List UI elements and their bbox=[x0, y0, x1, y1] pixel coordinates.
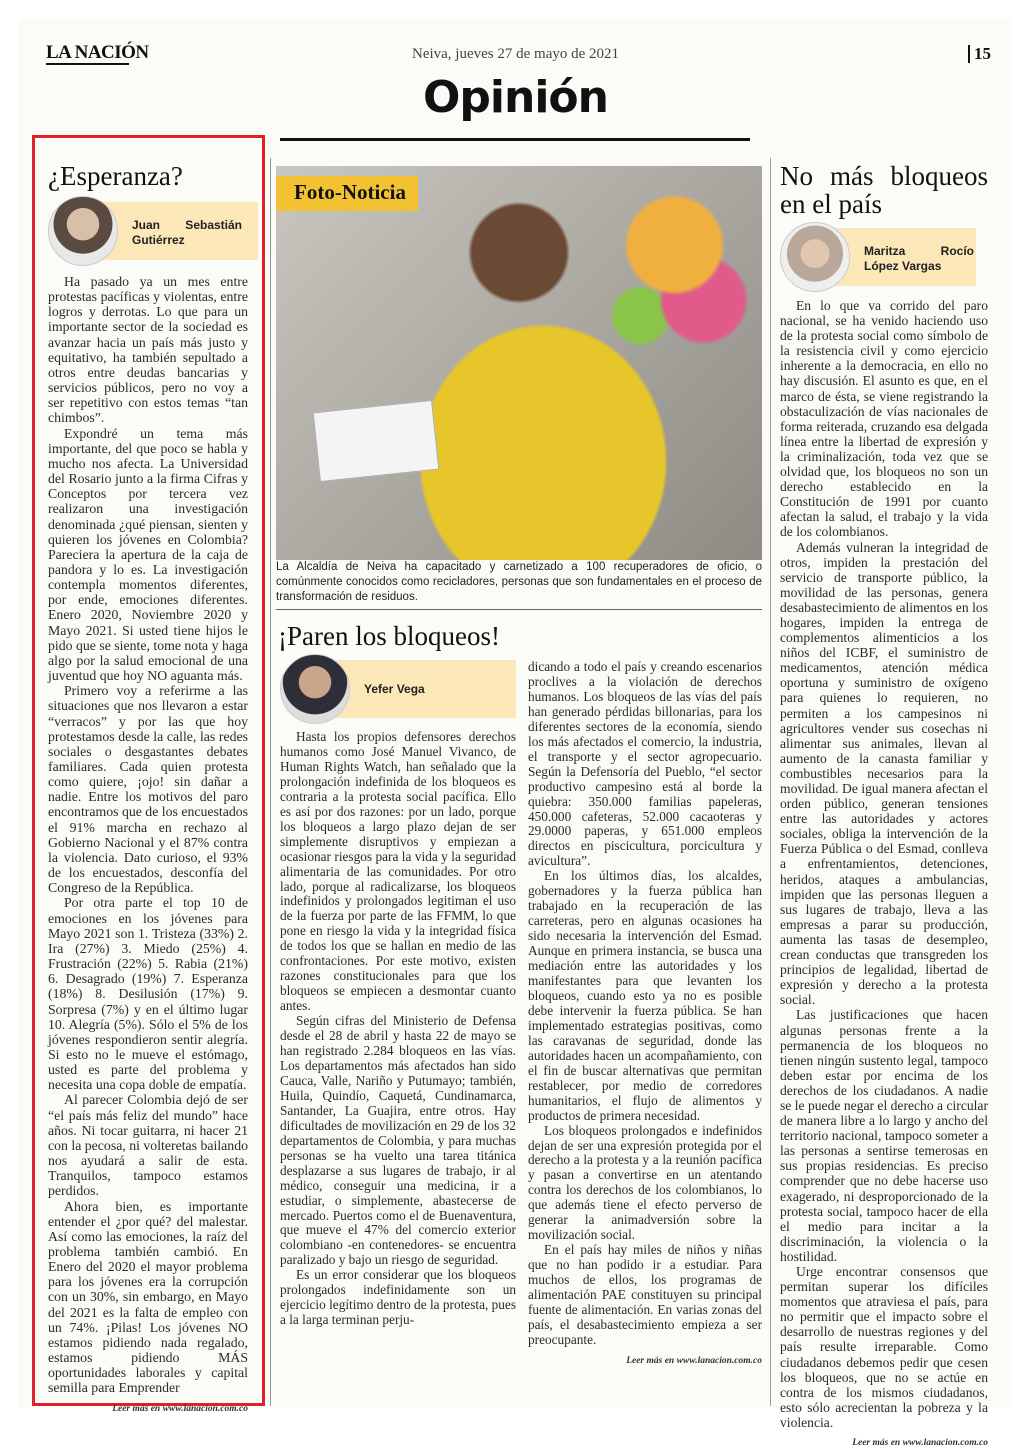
middle-byline bbox=[308, 660, 516, 718]
middle-author: Yefer Vega bbox=[364, 682, 425, 696]
left-headline: ¿Esperanza? bbox=[48, 161, 183, 191]
left-byline bbox=[76, 202, 258, 260]
paragraph: Los bloqueos prolongados e indefinidos dejan de ser una expresión protegida por el derecho a la protesta y a la reunión pacífica y pasan a convertirse en un atentando contra los derechos de los colombianos, lo que además tiene el efecto perverso de generar la animadversión sobre la movilización social. bbox=[528, 1122, 762, 1243]
paragraph: En el país hay miles de niños y niñas que no han podido ir a estudiar. Para muchos de ellos, los programas de alimentación PAE constituyen su principal fuente de alimentación. En varias zonas del país, el desabastecimiento empieza a ser preocupante. bbox=[528, 1242, 762, 1347]
paragraph: dicando a todo el país y creando escenarios proclives a la violación de derechos humanos. Los bloqueos de las vías del país han generado pérdidas billonarias, para los diferentes sectores de la economía, siendo los más afectados el comercio, la industria, el transporte y el sector agropecuario. Según la Defensoría del Pueblo, “el sector productivo campesino está al borde la quiebra: 350.000 familias papeleras, 450.000 cafeteras, 52.000 cacaoteras y 29.0000 paperas, y 651.000 empleos directos en piscicultura, porcicultura y avicultura”. bbox=[528, 659, 762, 869]
column-divider bbox=[270, 158, 271, 1406]
caption-rule bbox=[276, 609, 762, 610]
page-number: 15 bbox=[974, 44, 991, 63]
id-card-graphic bbox=[313, 400, 440, 482]
paragraph: Además vulneran la integridad de otros, impiden la prestación del servicio de transporte público, la movilidad de las personas, genera desabastecimiento de alimentos en los hogares, impiden la entrega de complementos alimenticios a los niños del ICBF, el suministro de medicamentos, atención médica oportuna y suministro de oxígeno para quienes lo requieren, no permiten a los campesinos ni agricultores vender sus cosechas ni alimentar sus animales, llevan al aumento de la canasta familiar y combustibles necesarios para la movilidad. De igual manera afectan el orden público, generan tensiones entre las autoridades y actores sociales, obliga la intervención de la Fuerza Pública o del Esmad, conlleva a enfrentamientos, detenciones, heridos, ataques a ambulancias, impiden que las personas lleguen a sus lugares de trabajo, lleva a las empresas a parar su producción, aumenta las tasas de desempleo, crean conductas que transgreden los principios de legalidad, libertad de expresión y derecho a la protesta social. bbox=[780, 539, 988, 1008]
section-title: Opinión bbox=[423, 72, 608, 123]
right-body bbox=[780, 298, 988, 1430]
photo bbox=[276, 166, 762, 560]
right-author: Maritza Rocío López Vargas bbox=[864, 244, 974, 273]
read-more-link[interactable]: Leer más en www.lanacion.com.co bbox=[626, 1355, 762, 1366]
paragraph: Hasta los propios defensores derechos humanos como José Manuel Vivanco, de Human Rights Watch, han señalado que la prolongación indefinida de los bloqueos es contraria a la protesta social pacífica. Ello es así por dos razones: por un lado, porque los bloqueos a largo plazo dejan de ser simplemente disruptivos y empiezan a ocasionar riesgos para la vida y la seguridad alimentaria de las comunidades. Por otro lado, porque al radicalizarse, los bloqueos indefinidos y prolongados legitiman el uso de la fuerza por parte de las FFMM, lo que pone en riesgo la vida y la integridad física de todos los que se hallan en medio de las confrontaciones. Por este motivo, existen razones constitucionales para que los bloqueos se empiecen a desmontar cuanto antes. bbox=[280, 729, 516, 1014]
photo-label: Foto-Noticia bbox=[276, 176, 418, 211]
right-byline bbox=[808, 228, 976, 286]
right-headline: No más bloqueos en el país bbox=[780, 161, 988, 219]
paragraph: Es un error considerar que los bloqueos prolongados indefinidamente son un ejercicio legítimo dentro de la protesta, pues a la larga terminan perju- bbox=[280, 1267, 516, 1328]
paragraph: En lo que va corrido del paro nacional, se ha venido haciendo uso de la protesta social como símbolo de la resistencia civil y como ejercicio inherente a la democracia, en ello no hay discusión. El asunto es que, en el marco de ésta, se viene registrando la obstaculización de vías nacionales de forma reiterada, cruzando esa delgada línea entre la libertad de expresión y la criminalización, toda vez que se olvidad que, los bloqueos no son un derecho establecido en la Constitución de 1991 por cuanto afectan la salud, el trabajo y la vida de los colombianos. bbox=[780, 298, 988, 540]
author-avatar bbox=[48, 196, 118, 266]
author-avatar bbox=[780, 222, 850, 292]
newspaper-page bbox=[18, 18, 1013, 1449]
paragraph: Urge encontrar consensos que permitan superar los difíciles momentos que atraviesa el país, para no permitir que el impacto sobre el desarrollo de nuestras regiones y del país resulte irreparable. Como ciudadanos debemos pedir que cesen los bloqueos, que no se actúe en contra de los mismos ciudadanos, esto sólo acrecientan la pobreza y la violencia. bbox=[780, 1264, 988, 1430]
middle-col-2 bbox=[528, 660, 762, 1369]
paragraph: Las justificaciones que hacen algunas personas frente a la permanencia de los bloqueos no tienen ningún sustento legal, tampoco deben estar por encima de los derechos de los ciudadanos. A nadie se le puede negar el derecho a circular de manera libre a lo largo y ancho del territorio nacional, tampoco someter a las personas a sentirse temerosas en sus propias residencias. Es preciso comprender que no debe hacerse uso exagerado, ni desproporcionado de la protesta social, tampoco hacer de ella el medio para incitar a la discriminación, la violencia o la hostilidad. bbox=[780, 1007, 988, 1264]
column-divider bbox=[770, 158, 771, 1406]
dateline: Neiva, jueves 27 de mayo de 2021 bbox=[411, 46, 620, 62]
paragraph: En los últimos días, los alcaldes, gobernadores y la fuerza pública han trabajado en la recuperación de las carreteras, pero en algunas ocasiones ha sido necesaria la intervención del Esmad. Aunque en primera instancia, se busca una mediación entre las autoridades y los manifestantes para que levanten los bloqueos, cuando esto ya no es posible debe intervenir la fuerza pública. Se han implementado estrategias positivas, como las caravanas de seguridad, donde las autoridades hacen un acompañamiento, con el fin de buscar alternativas que permitan restablecer, por medio de corredores humanitarios, el flujo de alimentos y productos de primera necesidad. bbox=[528, 868, 762, 1123]
right-article bbox=[780, 162, 988, 1451]
read-more-link[interactable]: Leer más en www.lanacion.com.co bbox=[852, 1438, 988, 1449]
left-body bbox=[48, 274, 248, 1396]
author-avatar bbox=[280, 654, 350, 724]
middle-headline: ¡Paren los bloqueos! bbox=[278, 621, 500, 651]
read-more-link[interactable]: Leer más en www.lanacion.com.co bbox=[112, 1403, 248, 1414]
paragraph: Al parecer Colombia dejó de ser “el país más feliz del mundo” hace años. Ni tocar guitarra, ni hacer 21 con la pecosa, ni volteretas bailando nos ayudará a salir de esta. Tranquilos, tampoco estamos perdidos. bbox=[48, 1092, 248, 1199]
masthead-logo: LA NACIÓN bbox=[46, 42, 149, 63]
middle-col-1 bbox=[280, 660, 516, 1328]
masthead-rule bbox=[46, 63, 129, 65]
section-rule bbox=[280, 138, 750, 141]
photo-caption: La Alcaldía de Neiva ha capacitado y carnetizado a 100 recuperadores de oficio, o comúnmente conocidos como recicladores, personas que son fundamentales en el proceso de transformación de residuos. bbox=[276, 561, 762, 603]
paragraph: Ha pasado ya un mes entre protestas pacíficas y violentas, entre logros y derrotas. Lo que para un importante sector de la sociedad es avanzar hacia un país más justo y equitativo, ha también sepultado a otros entre deudas bancarias y servicios públicos, pero no voy a ser repetitivo con estos temas “tan chimbos”. bbox=[48, 274, 248, 426]
middle-article bbox=[278, 622, 764, 650]
paragraph: Primero voy a referirme a las situaciones que nos llevaron a estar “verracos” y por las que hoy protestamos desde la calle, las redes sociales o desgastantes debates familiares. Cada quien protesta como quiere, ¡ojo! sin dañar a nadie. Entre los motivos del paro encontramos que de los encuestados el 91% marcha en rechazo al Gobierno Nacional y el 87% contra la violencia. Dato curioso, el 93% de los encuestados, desconfía del Congreso de la República. bbox=[48, 683, 248, 896]
left-author: Juan Sebastián Gutiérrez bbox=[132, 218, 242, 247]
paragraph: Por otra parte el top 10 de emociones en los jóvenes para Mayo 2021 son 1. Tristeza (33%) 2. Ira (27%) 3. Miedo (25%) 4. Frustración (22%) 5. Rabia (21%) 6. Desagrado (19%) 7. Esperanza (18%) 8. Desilusión (17%) 9. Sorpresa (7%) y en el último lugar 10. Alegría (5%). Sólo el 5% de los jóvenes respondieron sentir alegría. Si esto no le mueve el estómago, usted es parte del problema y necesita una copa doble de empatía. bbox=[48, 895, 248, 1093]
paragraph: Según cifras del Ministerio de Defensa desde el 28 de abril y hasta 22 de mayo se han registrado 2.284 bloqueos en las vías. Los departamentos más afectados han sido Cauca, Valle, Nariño y Putumayo; también, Huila, Quindío, Caquetá, Cundinamarca, Santander, La Guajira, entre otros. Hay dificultades de movilización en 29 de los 32 departamentos de Colombia, y para muchas personas se ha vuelto una tarea titánica desplazarse a sus lugares de trabajo, ir al médico, conseguir una medicina, ir a estudiar, o simplemente, abastecerse de mercado. Puertos como el de Buenaventura, que mueve el 47% del comercio exterior colombiano -en contenedores- se encuentra paralizado y bajo un riesgo de seguridad. bbox=[280, 1013, 516, 1268]
paragraph: Expondré un tema más importante, del que poco se habla y mucho nos afecta. La Universidad del Rosario junto a la firma Cifras y Conceptos por tercera vez realizaron una investigación denominada ¿qué piensan, sienten y quieren los jóvenes en Colombia? Pareciera la apertura de la caja de pandora y lo es. La investigación contempla momentos diferentes, por ende, emociones diferentes. Enero 2020, Noviembre 2020 y Mayo 2021. Si usted tiene hijos le pido que se siente, tome nota y haga algo por la salud emocional de una juventud que hoy NO aguanta más. bbox=[48, 425, 249, 684]
paragraph: Ahora bien, es importante entender el ¿por qué? del malestar. Así como las emociones, la raíz del problema también cambió. En Enero del 2020 el mayor problema para los jóvenes era la corrupción con un 30%, sin embargo, en Mayo del 2021 es la falta de empleo con un 74%. ¡Pilas! Los jóvenes NO estamos pidiendo nada regalado, estamos pidiendo MÁS oportunidades laborales y capital semilla para Emprender bbox=[48, 1198, 248, 1396]
left-article bbox=[48, 162, 248, 1417]
